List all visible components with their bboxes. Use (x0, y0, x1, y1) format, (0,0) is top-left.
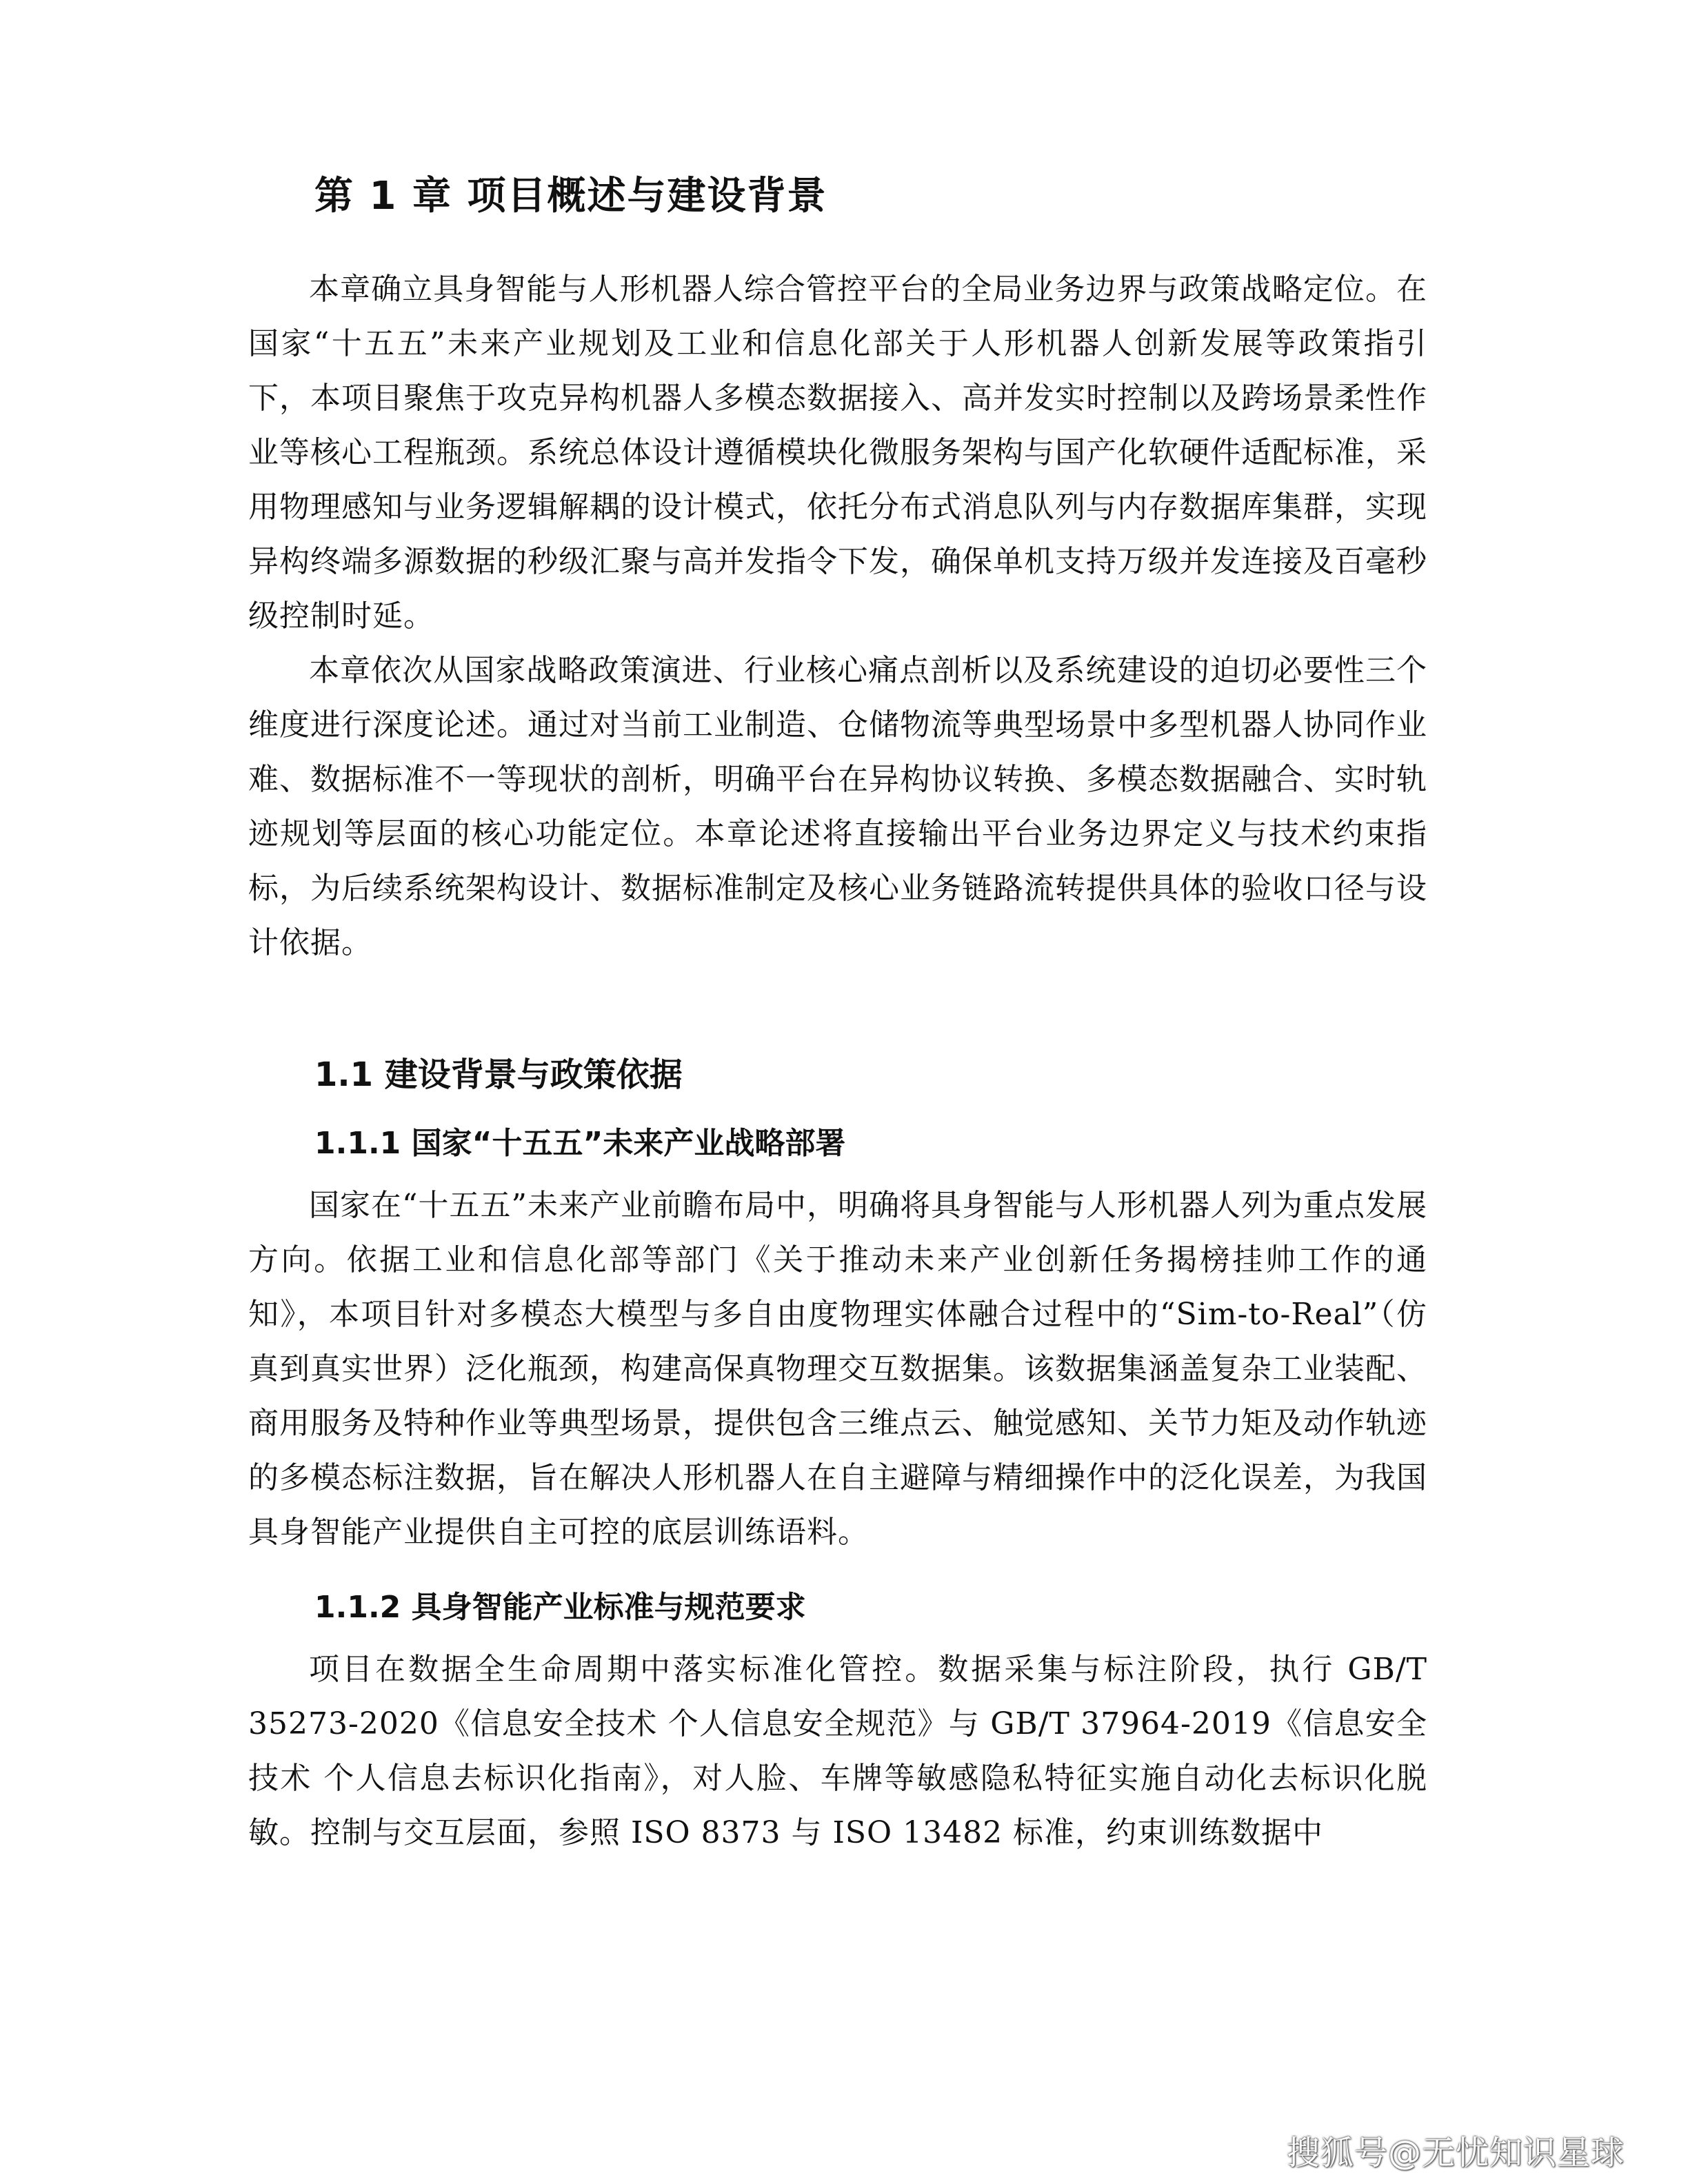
chapter-intro-paragraph-1: 本章确立具身智能与人形机器人综合管控平台的全局业务边界与政策战略定位。在国家“十五五”未来产业规划及工业和信息化部关于人形机器人创新发展等政策指引下，本项目聚焦于攻克异构机器人多模态数据接入、高并发实时控制以及跨场景柔性作业等核心工程瓶颈。系统总体设计遵循模块化微服务架构与国产化软硬件适配标准，采用物理感知与业务逻辑解耦的设计模式，依托分布式消息队列与内存数据库集群，实现异构终端多源数据的秒级汇聚与高并发指令下发，确保单机支持万级并发连接及百毫秒级控制时延。 (248, 272, 1427, 634)
subsection-1-1-1-paragraph: 国家在“十五五”未来产业前瞻布局中，明确将具身智能与人形机器人列为重点发展方向。依据工业和信息化部等部门《关于推动未来产业创新任务揭榜挂帅工作的通知》，本项目针对多模态大模型与多自由度物理实体融合过程中的“Sim-to-Real”（仿真到真实世界）泛化瓶颈，构建高保真物理交互数据集。该数据集涵盖复杂工业装配、商用服务及特种作业等典型场景，提供包含三维点云、触觉感知、关节力矩及动作轨迹的多模态标注数据，旨在解决人形机器人在自主避障与精细操作中的泛化误差，为我国具身智能产业提供自主可控的底层训练语料。 (248, 1188, 1427, 1550)
chapter-intro-paragraph-2: 本章依次从国家战略政策演进、行业核心痛点剖析以及系统建设的迫切必要性三个维度进行深度论述。通过对当前工业制造、仓储物流等典型场景中多型机器人协同作业难、数据标准不一等现状的剖析，明确平台在异构协议转换、多模态数据融合、实时轨迹规划等层面的核心功能定位。本章论述将直接输出平台业务边界定义与技术约束指标，为后续系统架构设计、数据标准制定及核心业务链路流转提供具体的验收口径与设计依据。 (248, 653, 1427, 960)
section-title-1-1: 1.1 建设背景与政策依据 (314, 1055, 683, 1094)
page-content (248, 165, 1427, 1860)
watermark: 搜狐号@无忧知识星球 (1286, 2134, 1625, 2172)
subsection-title-1-1-1: 1.1.1 国家“十五五”未来产业战略部署 (314, 1126, 846, 1161)
subsection-title-1-1-2: 1.1.2 具身智能产业标准与规范要求 (314, 1590, 806, 1625)
chapter-title: 第 1 章 项目概述与建设背景 (314, 174, 827, 219)
subsection-1-1-2-paragraph: 项目在数据全生命周期中落实标准化管控。数据采集与标注阶段，执行 GB/T 35273-2020《信息安全技术 个人信息安全规范》与 GB/T 37964-2019《信息安全技术 个人信息去标识化指南》，对人脸、车牌等敏感隐私特征实施自动化去标识化脱敏。控制与交互层面，参照 ISO 8373 与 ISO 13482 标准，约束训练数据中 (248, 1652, 1427, 1850)
